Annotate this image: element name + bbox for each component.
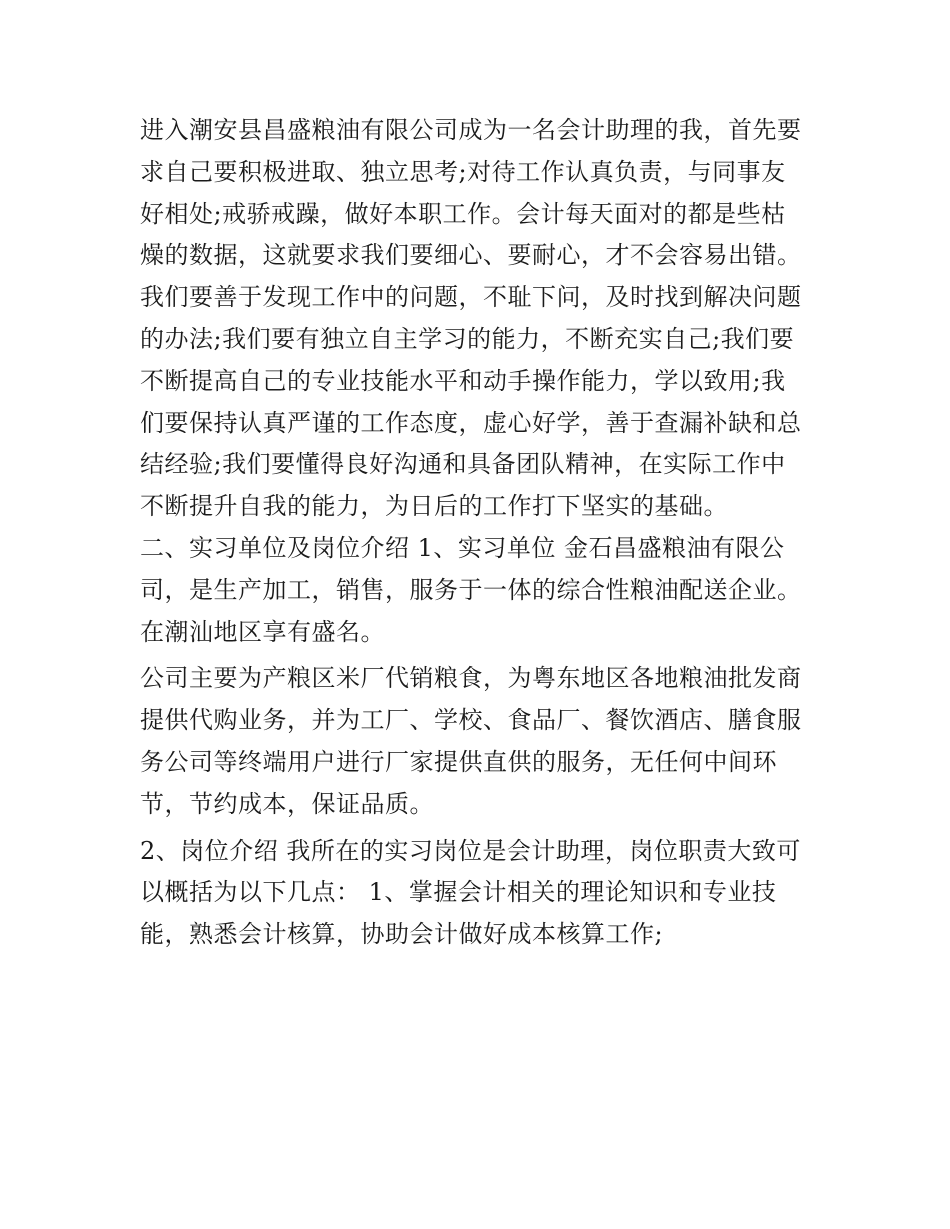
paragraph-business <box>140 658 820 825</box>
text-line: 不断提升自我的能力，为日后的工作打下坚实的基础。 <box>140 492 728 521</box>
paragraph-unit-intro <box>140 528 820 653</box>
text-line: 我们要善于发现工作中的问题，不耻下问，及时找到解决问题 <box>140 283 802 312</box>
text-line: 不断提高自己的专业技能水平和动手操作能力，学以致用;我 <box>140 366 786 395</box>
text-line: 以概括为以下几点： 1、掌握会计相关的理论知识和专业技 <box>140 878 777 907</box>
text-line: 2、岗位介绍 我所在的实习岗位是会计助理，岗位职责大致可 <box>140 836 801 865</box>
text-line: 在潮汕地区享有盛名。 <box>140 617 385 646</box>
text-line: 务公司等终端用户进行厂家提供直供的服务，无任何中间环 <box>140 747 777 776</box>
text-line: 的办法;我们要有独立自主学习的能力，不断充实自己;我们要 <box>140 324 795 353</box>
text-line: 能，熟悉会计核算，协助会计做好成本核算工作; <box>140 920 664 949</box>
document-body <box>140 110 820 956</box>
text-line: 结经验;我们要懂得良好沟通和具备团队精神，在实际工作中 <box>140 450 786 479</box>
text-line: 司，是生产加工，销售，服务于一体的综合性粮油配送企业。 <box>140 575 802 604</box>
text-line: 节，节约成本，保证品质。 <box>140 789 434 818</box>
text-line: 提供代购业务，并为工厂、学校、食品厂、餐饮酒店、膳食服 <box>140 706 802 735</box>
text-line: 二、实习单位及岗位介绍 1、实习单位 金石昌盛粮油有限公 <box>140 533 785 562</box>
text-line: 公司主要为产粮区米厂代销粮食，为粤东地区各地粮油批发商 <box>140 664 802 693</box>
text-line: 求自己要积极进取、独立思考;对待工作认真负责，与同事友 <box>140 157 786 186</box>
text-line: 进入潮安县昌盛粮油有限公司成为一名会计助理的我，首先要 <box>140 116 802 144</box>
text-line: 们要保持认真严谨的工作态度，虚心好学，善于查漏补缺和总 <box>140 408 802 437</box>
paragraph-intro <box>140 110 820 528</box>
text-line: 燥的数据，这就要求我们要细心、要耐心，才不会容易出错。 <box>140 241 802 270</box>
paragraph-position <box>140 831 820 956</box>
text-line: 好相处;戒骄戒躁，做好本职工作。会计每天面对的都是些枯 <box>140 199 786 228</box>
